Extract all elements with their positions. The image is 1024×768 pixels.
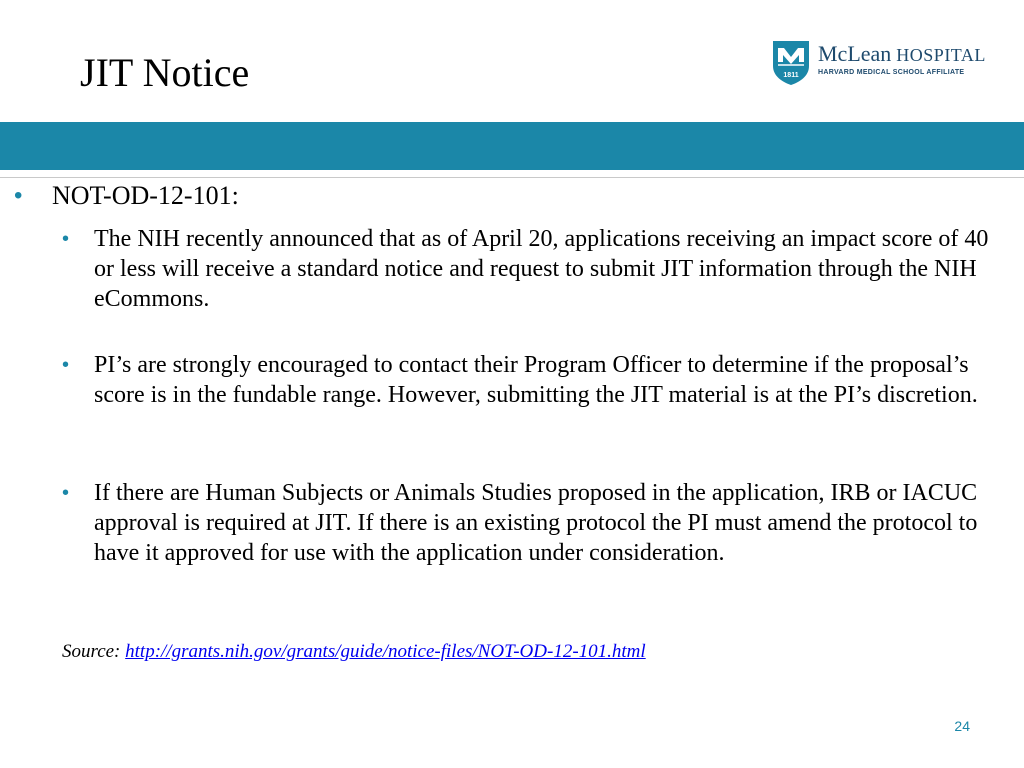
slide-title: JIT Notice (80, 50, 250, 95)
source-link[interactable]: http://grants.nih.gov/grants/guide/notice-files/NOT-OD-12-101.html (125, 641, 646, 662)
source-label: Source: (62, 641, 121, 662)
bullet-icon: • (62, 228, 70, 250)
mclean-hospital-logo (772, 40, 992, 88)
sub-bullet-1: The NIH recently announced that as of April 20, applications receiving an impact score of 40 or less will receive a standard notice and request to submit JIT information through the NIH eCommons. (94, 226, 989, 312)
source-citation (62, 640, 646, 664)
page-number: 24 (954, 718, 970, 734)
bullet-heading: NOT-OD-12-101: (52, 181, 239, 210)
bullet-icon: • (62, 354, 70, 376)
sub-bullet-3: If there are Human Subjects or Animals Studies proposed in the application, IRB or IACUC approval is required at JIT. If there is an existing protocol the PI must amend the protocol to have it approved for use with the application under consideration. (94, 480, 978, 566)
header-band (0, 122, 1024, 170)
logo-name-hospital: HOSPITAL (891, 45, 986, 65)
logo-name (818, 42, 986, 67)
bullet-icon: • (62, 482, 70, 504)
logo-name-main: McLean (818, 41, 892, 66)
bullet-icon: • (14, 182, 23, 209)
shield-icon (772, 40, 810, 86)
header-divider (0, 177, 1024, 178)
logo-tagline: HARVARD MEDICAL SCHOOL AFFILIATE (818, 69, 965, 76)
shield-year: 1811 (783, 72, 799, 79)
sub-bullet-2: PI’s are strongly encouraged to contact their Program Officer to determine if the proposal’s score is in the fundable range. However, submitting the JIT material is at the PI’s discretion. (94, 352, 978, 408)
